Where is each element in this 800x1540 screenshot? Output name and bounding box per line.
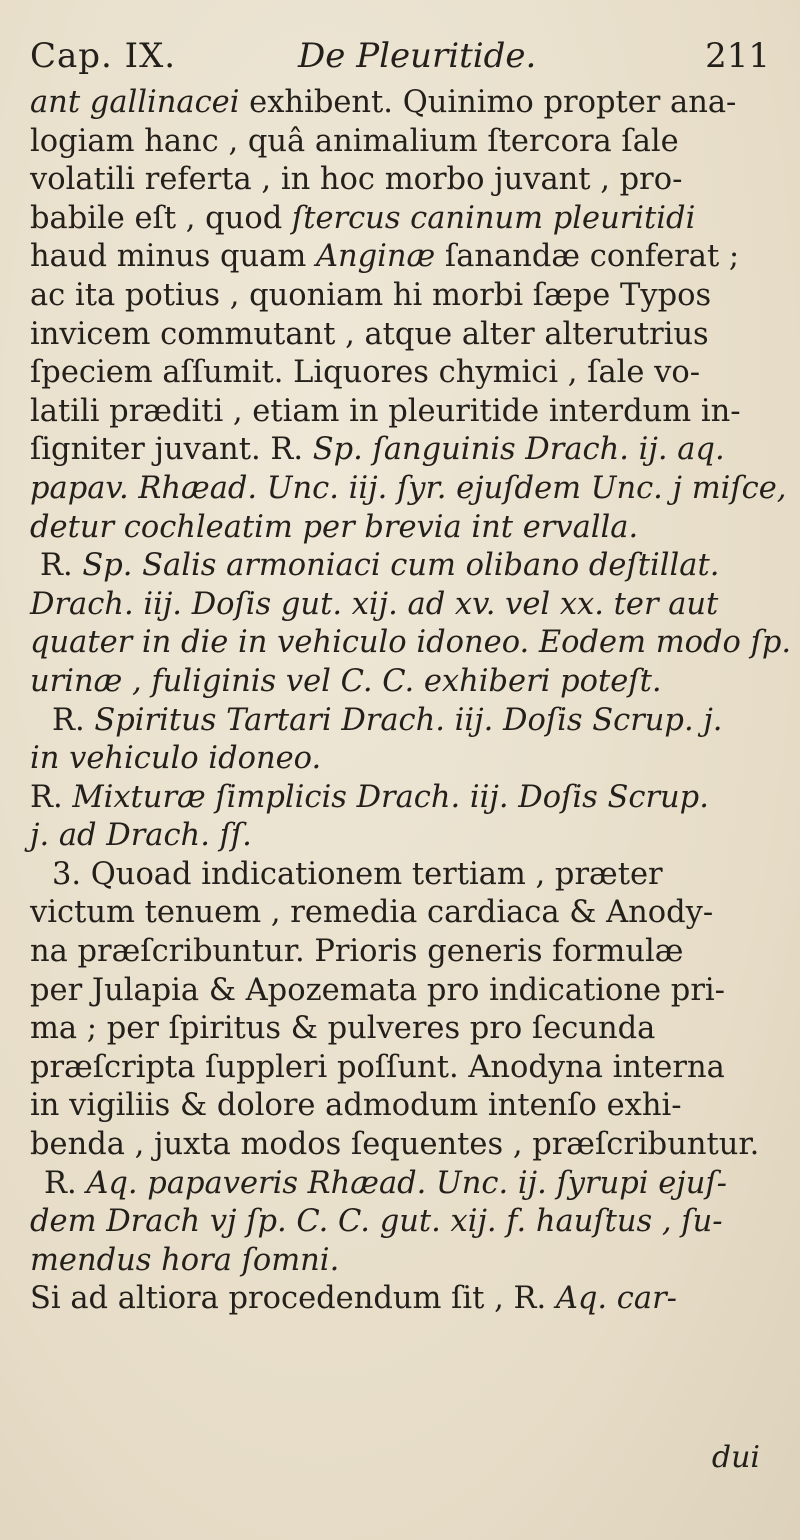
- roman-segment: na præſcribuntur. Prioris generis formulæ: [30, 934, 684, 970]
- roman-segment: R.: [40, 548, 83, 584]
- roman-segment: R.: [44, 1165, 87, 1201]
- text-line: [30, 316, 785, 355]
- text-line: [30, 663, 785, 702]
- text-line: [30, 894, 785, 933]
- text-line: [30, 740, 785, 779]
- text-line: [30, 702, 785, 741]
- text-line: [30, 123, 785, 162]
- text-line: [30, 200, 785, 239]
- roman-segment: victum tenuem , remedia cardiaca & Anody-: [30, 895, 714, 931]
- text-line: [30, 509, 785, 548]
- text-line: [30, 1165, 785, 1204]
- roman-segment: ma ; per ſpiritus & pulveres pro ſecunda: [30, 1011, 656, 1047]
- roman-segment: in vigiliis & dolore admodum intenſo exhi-: [30, 1088, 682, 1124]
- text-line: [30, 1280, 785, 1319]
- text-line: [30, 779, 785, 818]
- roman-segment: R.: [52, 702, 95, 738]
- text-line: [30, 238, 785, 277]
- italic-segment: ſtercus caninum pleuritidi: [291, 200, 696, 236]
- italic-segment: quater in die in vehiculo idoneo. Eodem modo ſp.: [30, 625, 792, 661]
- text-line: [30, 933, 785, 972]
- italic-segment: Aq. papaveris Rhæad. Unc. ij. ſyrupi ejuſ-: [86, 1165, 727, 1201]
- roman-segment: benda , juxta modos ſequentes , præſcribuntur.: [30, 1127, 760, 1163]
- text-line: [30, 277, 785, 316]
- text-line: [30, 1126, 785, 1165]
- italic-segment: Mixturæ ſimplicis Drach. iij. Doſis Scrup.: [72, 779, 709, 815]
- italic-segment: in vehiculo idoneo.: [30, 741, 322, 777]
- italic-segment: Sp. Salis armoniaci cum olibano deſtillat.: [82, 548, 720, 584]
- italic-segment: Sp. ſanguinis Drach. ij. aq.: [312, 432, 725, 468]
- running-title: De Pleuritide.: [298, 36, 537, 76]
- roman-segment: volatili referta , in hoc morbo juvant , pro-: [30, 162, 683, 198]
- roman-segment: R.: [30, 779, 73, 815]
- italic-segment: mendus hora ſomni.: [30, 1242, 340, 1278]
- roman-segment: invicem commutant , atque alter alterutrius: [30, 316, 709, 352]
- roman-segment: Si ad altiora procedendum ſit , R.: [30, 1281, 556, 1317]
- text-line: [30, 972, 785, 1011]
- roman-segment: per Julapia & Apozemata pro indicatione pri-: [30, 972, 725, 1008]
- text-line: [30, 1087, 785, 1126]
- text-line: [30, 1203, 785, 1242]
- italic-segment: dem Drach vj ſp. C. C. gut. xij. f. hauſtus , ſu-: [30, 1204, 723, 1240]
- page-number: 211: [705, 36, 770, 76]
- roman-segment: babile eſt , quod: [30, 200, 292, 236]
- italic-segment: Anginæ: [315, 239, 436, 275]
- italic-segment: gallinacei: [89, 85, 240, 120]
- italic-segment: detur cochleatim per brevia int ervalla.: [30, 509, 639, 545]
- roman-segment: ſigniter juvant. R.: [30, 432, 313, 468]
- running-header: [30, 28, 770, 84]
- text-line: [30, 161, 785, 200]
- roman-segment: præſcripta ſuppleri poſſunt. Anodyna interna: [30, 1049, 725, 1085]
- roman-segment: ac ita potius , quoniam hi morbi ſæpe Typos: [30, 277, 712, 313]
- italic-segment: Spiritus Tartari Drach. iij. Doſis Scrup. j.: [94, 702, 723, 738]
- roman-segment: haud minus quam: [30, 239, 316, 275]
- text-line: [30, 624, 792, 663]
- roman-segment: ſanandæ conferat ;: [435, 239, 740, 275]
- text-line: [30, 1010, 785, 1049]
- roman-segment: logiam hanc , quâ animalium ſtercora ſale: [30, 123, 679, 159]
- roman-segment: 3. Quoad indicationem tertiam , præter: [52, 856, 663, 892]
- text-line: [30, 354, 785, 393]
- italic-segment: papav. Rhæad. Unc. iij. ſyr. ejuſdem Unc. j miſce,: [30, 470, 787, 506]
- italic-segment: Aq. car-: [555, 1281, 677, 1317]
- roman-segment: latili præditi , etiam in pleuritide interdum in-: [30, 393, 741, 429]
- text-line: [30, 586, 785, 625]
- italic-segment: ant: [30, 85, 81, 120]
- text-line: [30, 856, 785, 895]
- text-line: [30, 817, 785, 856]
- body-text: [30, 84, 792, 1319]
- italic-segment: Drach. iij. Doſis gut. xij. ad xv. vel xx. ter aut: [30, 586, 719, 622]
- roman-segment: ſpeciem aſſumit. Liquores chymici , ſale vo-: [30, 355, 701, 391]
- italic-segment: j. ad Drach. ſſ.: [30, 818, 252, 854]
- text-line: [30, 470, 785, 509]
- text-line: [30, 431, 785, 470]
- text-line: [30, 84, 785, 123]
- text-line: [30, 1242, 785, 1281]
- roman-segment: [80, 85, 90, 120]
- catchword: dui: [711, 1440, 760, 1475]
- roman-segment: exhibent. Quinimo propter ana-: [239, 85, 737, 120]
- text-line: [30, 393, 785, 432]
- chapter-label: Cap. IX.: [30, 36, 177, 76]
- text-line: [30, 1049, 785, 1088]
- text-line: [30, 547, 785, 586]
- italic-segment: urinæ , fuliginis vel C. C. exhiberi poteſt.: [30, 663, 662, 699]
